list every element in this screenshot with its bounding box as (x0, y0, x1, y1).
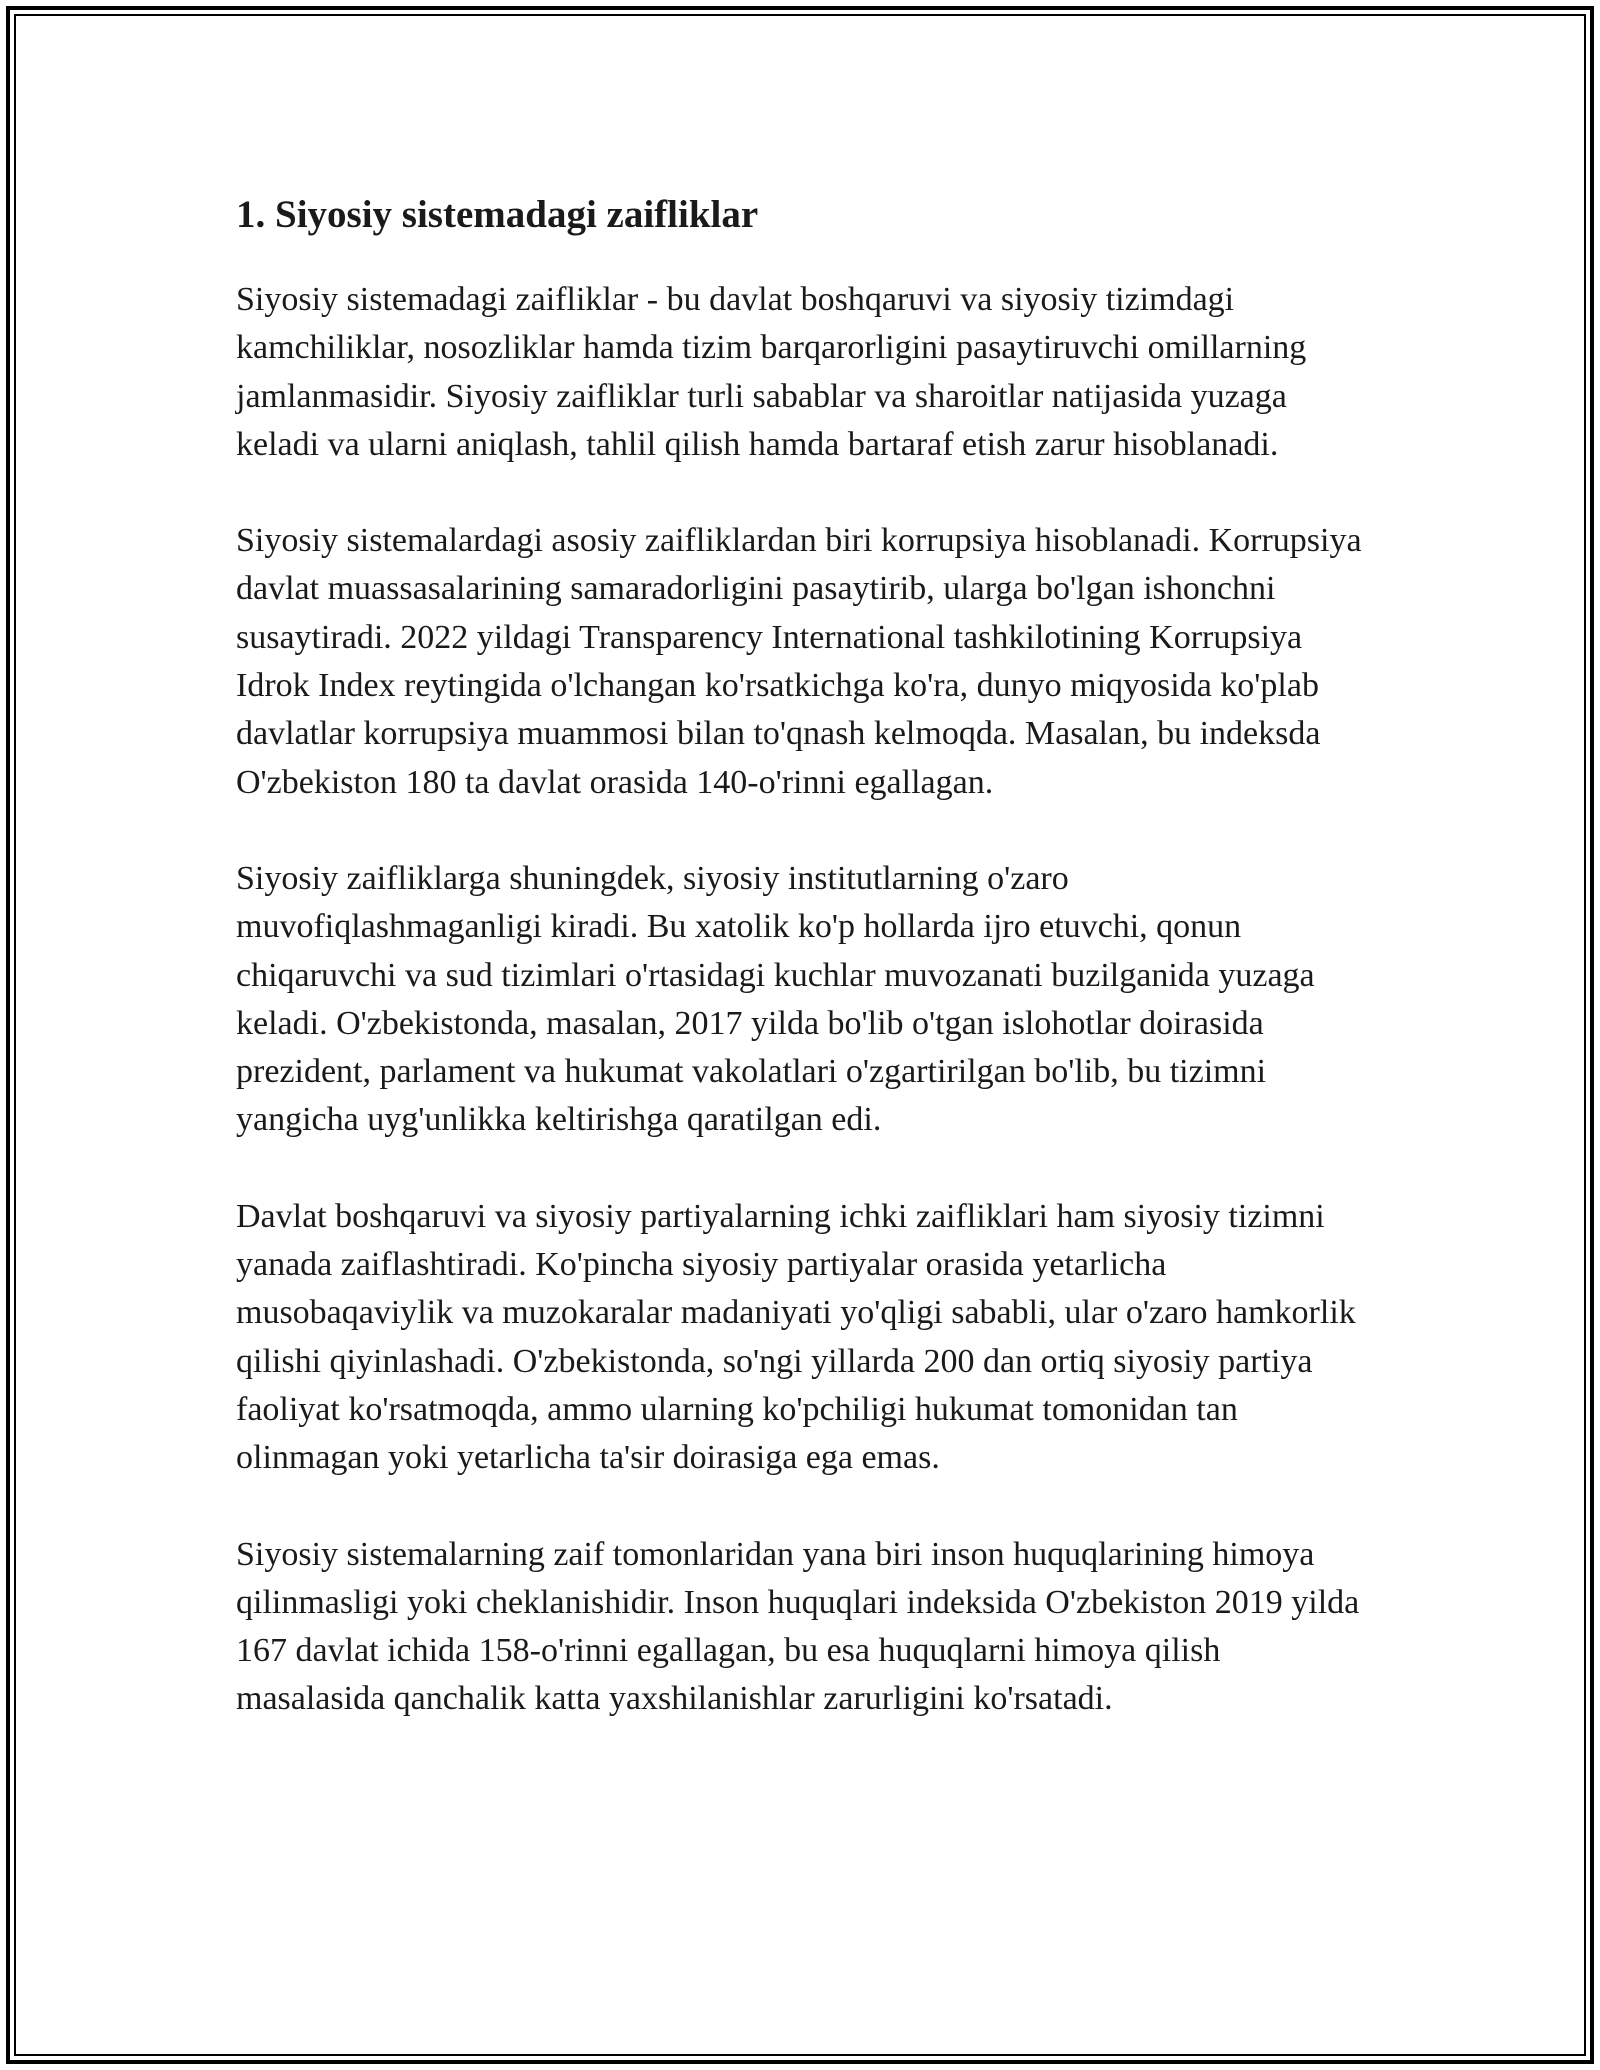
paragraph-corruption: Siyosiy sistemalardagi asosiy zaifliklardan biri korrupsiya hisoblanadi. Korrupsiya davlat muassasalarining samaradorligini pasaytirib, ularga bo'lgan ishonchni susaytiradi. 2022 yildagi Transparency International tashkilotining Korrupsiya Idrok Index reytingida o'lchangan ko'rsatkichga ko'ra, dunyo miqyosida ko'plab davlatlar korrupsiya muammosi bilan to'qnash kelmoqda. Masalan, bu indeksda O'zbekiston 180 ta davlat orasida 140-o'rinni egallagan. (236, 522, 1362, 801)
document-body (236, 186, 1366, 1772)
paragraph-parties: Davlat boshqaruvi va siyosiy partiyalarning ichki zaifliklari ham siyosiy tizimni yanada zaiflashtiradi. Ko'pincha siyosiy partiyalar orasida yetarlicha musobaqaviylik va muzokaralar madaniyati yo'qligi sababli, ular o'zaro hamkorlik qilishi qiyinlashadi. O'zbekistonda, so'ngi yillarda 200 dan ortiq siyosiy partiya faoliyat ko'rsatmoqda, ammo ularning ko'pchiligi hukumat tomonidan tan olinmagan yoki yetarlicha ta'sir doirasiga ega emas. (236, 1197, 1356, 1477)
paragraph-institutions: Siyosiy zaifliklarga shuningdek, siyosiy institutlarning o'zaro muvofiqlashmaganligi kiradi. Bu xatolik ko'p hollarda ijro etuvchi, qonun chiqaruvchi va sud tizimlari o'rtasidagi kuchlar muvozanati buzilganida yuzaga keladi. O'zbekistonda, masalan, 2017 yilda bo'lib o'tgan islohotlar doirasida prezident, parlament va hukumat vakolatlari o'zgartirilgan bo'lib, bu tizimni yangicha uyg'unlikka keltirishga qaratilgan edi. (236, 859, 1315, 1139)
paragraph-human-rights: Siyosiy sistemalarning zaif tomonlaridan yana biri inson huquqlarining himoya qilinmasligi yoki cheklanishidir. Inson huquqlari indeksida O'zbekiston 2019 yilda 167 davlat ichida 158-o'rinni egallagan, bu esa huquqlarni himoya qilish masalasida qanchalik katta yaxshilanishlar zarurligini ko'rsatadi. (236, 1535, 1360, 1718)
paragraph-definition: Siyosiy sistemadagi zaifliklar - bu davlat boshqaruvi va siyosiy tizimdagi kamchiliklar, nosozliklar hamda tizim barqarorligini pasaytiruvchi omillarning jamlanmasidir. Siyosiy zaifliklar turli sabablar va sharoitlar natijasida yuzaga keladi va ularni aniqlash, tahlil qilish hamda bartaraf etish zarur hisoblanadi. (236, 281, 1307, 463)
section-heading: 1. Siyosiy sistemadagi zaifliklar (236, 193, 759, 236)
